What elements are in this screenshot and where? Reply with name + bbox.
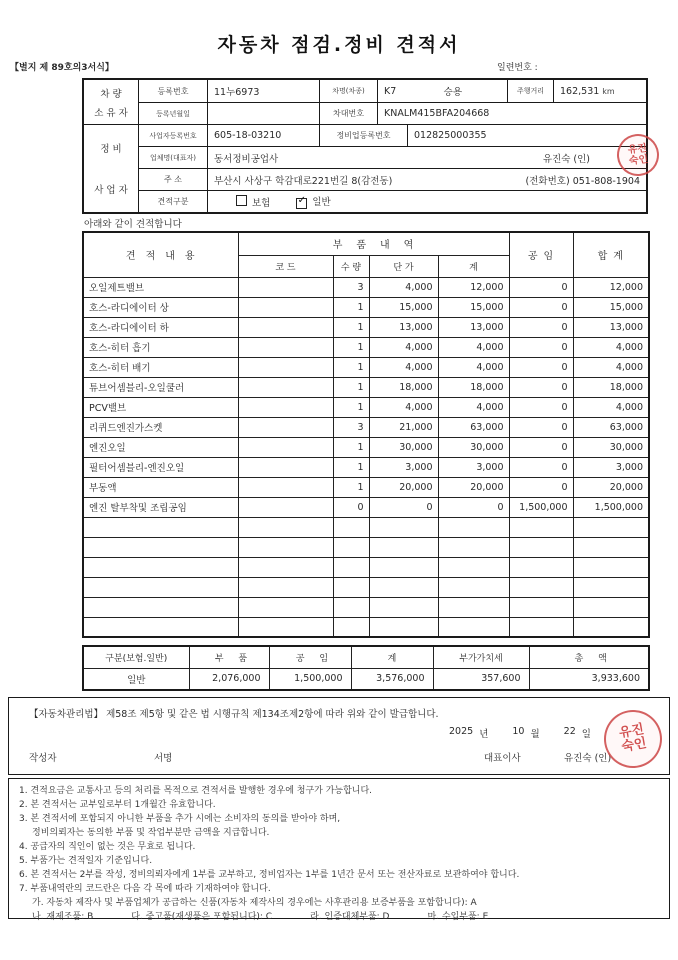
item-sum: 4,000 xyxy=(438,337,509,357)
item-qty: 1 xyxy=(333,337,369,357)
item-unit: 21,000 xyxy=(369,417,438,437)
note-3b: 정비의뢰자는 동의한 부품 및 작업부분만 금액을 지급합니다. xyxy=(32,828,270,838)
item-total: 30,000 xyxy=(573,437,649,457)
items-header-row-1 xyxy=(83,232,649,255)
item-name: 호스-히터 배기 xyxy=(83,357,238,377)
item-qty: 0 xyxy=(333,497,369,517)
item-qty: 1 xyxy=(333,297,369,317)
item-sum: 63,000 xyxy=(438,417,509,437)
summary-col-vat: 부가가치세 xyxy=(433,646,529,668)
item-qty: 1 xyxy=(333,397,369,417)
issue-year: 2025 xyxy=(449,726,474,737)
insurance-option xyxy=(236,195,270,209)
insurance-checkbox xyxy=(236,195,247,206)
vin-label: 차대번호 xyxy=(319,103,377,124)
note-4: 4. 공급자의 직인이 없는 것은 무효로 됩니다. xyxy=(19,842,196,852)
reg-no-label: 등록번호 xyxy=(157,86,189,96)
summary-total: 3,933,600 xyxy=(529,668,649,690)
item-labor: 0 xyxy=(509,417,573,437)
legal-basis-text: 【자동차관리법】 제58조 제5항 및 같은 법 시행규칙 제134조제2항에 따라 위와 같이 발급합니다. xyxy=(29,709,439,720)
item-total: 63,000 xyxy=(573,417,649,437)
owner-label: 소 유 자 xyxy=(94,107,128,119)
item-row xyxy=(83,477,649,497)
item-code xyxy=(238,417,333,437)
item-name: 호스-라디에이터 하 xyxy=(83,317,238,337)
item-unit: 4,000 xyxy=(369,337,438,357)
item-name: 엔진 탈부착및 조립공임 xyxy=(83,497,238,517)
item-labor: 0 xyxy=(509,297,573,317)
ceo-title-label: 대표이사 xyxy=(484,753,521,764)
summary-table xyxy=(82,645,650,691)
general-option xyxy=(296,194,330,209)
address-text: 부산시 사상구 학감대로221번길 8(감전동) xyxy=(214,175,393,187)
item-total: 15,000 xyxy=(573,297,649,317)
col-qty: 수 량 xyxy=(333,255,369,277)
item-code xyxy=(238,397,333,417)
info-section-labels xyxy=(84,80,139,212)
vehicle-row-1 xyxy=(139,80,646,102)
year-label: 년 xyxy=(479,729,489,740)
note-7d: 라. 인증대체부품: D xyxy=(310,912,390,922)
item-code xyxy=(238,297,333,317)
item-total: 4,000 xyxy=(573,337,649,357)
company-label: 업체명(대표자) xyxy=(149,153,197,162)
insurance-option-label: 보험 xyxy=(252,197,271,209)
page-title: 자동차 점검.정비 견적서 xyxy=(217,34,461,56)
note-7: 7. 부품내역란의 코드란은 다음 각 목에 따라 기재하여야 합니다. xyxy=(19,884,271,894)
model-label: 차명(차종) xyxy=(319,80,377,102)
item-labor: 0 xyxy=(509,397,573,417)
note-5: 5. 부품가는 견적일자 기준입니다. xyxy=(19,856,153,866)
serial-number-label: 일련번호 : xyxy=(497,63,538,73)
item-unit: 15,000 xyxy=(369,297,438,317)
model-type: 승용 xyxy=(443,87,462,98)
mileage-label: 주행거리 xyxy=(507,80,553,102)
item-labor: 0 xyxy=(509,437,573,457)
item-sum: 4,000 xyxy=(438,397,509,417)
issue-date xyxy=(449,726,591,740)
note-7-codes xyxy=(19,910,659,924)
shop-row-2 xyxy=(139,146,649,168)
item-total: 4,000 xyxy=(573,397,649,417)
item-sum: 12,000 xyxy=(438,277,509,297)
day-label: 일 xyxy=(581,729,591,740)
repair-no-label: 정비업등록번호 xyxy=(319,125,407,146)
item-qty: 1 xyxy=(333,437,369,457)
col-parts-detail: 부품내역 xyxy=(238,232,509,255)
summary-col-labor: 공 임 xyxy=(269,646,351,668)
item-code xyxy=(238,457,333,477)
summary-labor: 1,500,000 xyxy=(269,668,351,690)
company-name: 동서정비공업사 xyxy=(214,153,279,165)
note-6: 6. 본 견적서는 2부를 작성, 정비의뢰자에게 1부를 교부하고, 정비업자는 1부를 1년간 문서 또는 전산자료로 보관하여야 합니다. xyxy=(19,870,520,880)
note-7e: 마. 수입부품: E xyxy=(427,912,489,922)
check-mark: ✓ xyxy=(297,195,307,207)
empty-item-row xyxy=(83,537,649,557)
item-labor: 0 xyxy=(509,357,573,377)
item-qty: 1 xyxy=(333,377,369,397)
item-name: 리퀴드엔진가스켓 xyxy=(83,417,238,437)
notes-box xyxy=(8,778,670,922)
note-3a: 3. 본 견적서에 포함되지 아니한 부품을 추가 시에는 소비자의 동의를 받아야 하며, xyxy=(19,814,341,824)
item-sum: 3,000 xyxy=(438,457,509,477)
phone-label: (전화번호) xyxy=(525,175,570,187)
summary-vat: 357,600 xyxy=(433,668,529,690)
item-row xyxy=(83,357,649,377)
repair-label: 정 비 xyxy=(100,144,122,156)
item-total: 20,000 xyxy=(573,477,649,497)
shop-row-1 xyxy=(139,124,646,146)
empty-item-row xyxy=(83,617,649,637)
model-name: K7 xyxy=(384,85,397,97)
vin-value: KNALM415BFA204668 xyxy=(377,103,646,124)
reg-date-value xyxy=(207,103,319,124)
shop-row-3 xyxy=(139,168,646,190)
issue-day: 22 xyxy=(563,726,576,737)
item-unit: 4,000 xyxy=(369,357,438,377)
info-rows xyxy=(139,80,649,212)
stamp-text-1: 유진 xyxy=(627,143,648,157)
item-labor: 0 xyxy=(509,277,573,297)
item-unit: 0 xyxy=(369,497,438,517)
biz-no-value: 605-18-03210 xyxy=(207,125,319,146)
col-sum: 계 xyxy=(438,255,509,277)
item-unit: 30,000 xyxy=(369,437,438,457)
item-labor: 0 xyxy=(509,317,573,337)
item-unit: 18,000 xyxy=(369,377,438,397)
stamp-text-1: 유진 xyxy=(617,721,646,741)
item-total: 18,000 xyxy=(573,377,649,397)
note-7b: 나. 재제조품: B xyxy=(32,912,94,922)
item-total: 1,500,000 xyxy=(573,497,649,517)
summary-value-row xyxy=(83,668,649,690)
estimate-type-label: 견적구분 xyxy=(157,197,189,206)
summary-col-total: 총 액 xyxy=(529,646,649,668)
item-sum: 30,000 xyxy=(438,437,509,457)
item-row xyxy=(83,297,649,317)
summary-col-sum: 계 xyxy=(351,646,433,668)
item-labor: 0 xyxy=(509,337,573,357)
mileage-unit: km xyxy=(602,86,615,96)
item-code xyxy=(238,337,333,357)
item-name: 엔진오일 xyxy=(83,437,238,457)
summary-type: 일반 xyxy=(83,668,189,690)
item-name: PCV밸브 xyxy=(83,397,238,417)
shop-row-4 xyxy=(139,190,646,212)
item-sum: 18,000 xyxy=(438,377,509,397)
item-name: 필터어셈블리-엔진오일 xyxy=(83,457,238,477)
item-sum: 20,000 xyxy=(438,477,509,497)
item-qty: 1 xyxy=(333,317,369,337)
item-name: 호스-라디에이터 상 xyxy=(83,297,238,317)
item-name: 호스-히터 흡기 xyxy=(83,337,238,357)
item-unit: 13,000 xyxy=(369,317,438,337)
item-total: 13,000 xyxy=(573,317,649,337)
item-row xyxy=(83,437,649,457)
summary-parts: 2,076,000 xyxy=(189,668,269,690)
phone-number: 051-808-1904 xyxy=(572,175,640,187)
summary-header-row xyxy=(83,646,649,668)
item-qty: 3 xyxy=(333,417,369,437)
summary-sum: 3,576,000 xyxy=(351,668,433,690)
item-total: 3,000 xyxy=(573,457,649,477)
repair-no-value: 012825000355 xyxy=(407,125,646,146)
address-value xyxy=(207,169,646,190)
ceo-name-text: 유진숙 xyxy=(542,153,571,165)
ceo-seal-mark: (인) xyxy=(594,753,612,764)
stamp-text-2: 숙인 xyxy=(620,735,648,755)
item-code xyxy=(238,317,333,337)
empty-item-row xyxy=(83,517,649,537)
col-labor: 공임 xyxy=(509,232,573,277)
company-value xyxy=(207,147,649,168)
general-checkbox-checked xyxy=(296,195,307,209)
item-code xyxy=(238,477,333,497)
month-label: 월 xyxy=(530,729,540,740)
item-row xyxy=(83,497,649,517)
address-label: 주 소 xyxy=(164,175,182,184)
item-sum: 15,000 xyxy=(438,297,509,317)
item-qty: 1 xyxy=(333,457,369,477)
summary-col-type: 구분(보험.일반) xyxy=(83,646,189,668)
mileage-number: 162,531 xyxy=(560,85,600,97)
empty-item-row xyxy=(83,577,649,597)
item-labor: 0 xyxy=(509,377,573,397)
estimate-items-table xyxy=(82,231,650,638)
reg-no-value: 11누6973 xyxy=(207,80,319,102)
item-unit: 4,000 xyxy=(369,277,438,297)
item-qty: 3 xyxy=(333,277,369,297)
owner-row xyxy=(139,102,646,124)
item-labor: 1,500,000 xyxy=(509,497,573,517)
item-code xyxy=(238,357,333,377)
item-row xyxy=(83,337,649,357)
item-total: 4,000 xyxy=(573,357,649,377)
item-unit: 20,000 xyxy=(369,477,438,497)
form-code: 【별지 제 89호의3서식】 xyxy=(10,63,114,73)
item-row xyxy=(83,317,649,337)
item-unit: 3,000 xyxy=(369,457,438,477)
note-7a: 가. 자동차 제작사 및 부품업체가 공급하는 신품(자동차 제작사의 경우에는 사후관리용 보증부품을 포함합니다): A xyxy=(32,898,477,908)
col-estimate-content: 견적내용 xyxy=(83,232,238,277)
ceo-signature xyxy=(564,750,611,764)
item-qty: 1 xyxy=(333,357,369,377)
item-labor: 0 xyxy=(509,457,573,477)
model-value xyxy=(377,80,507,102)
summary-col-parts: 부 품 xyxy=(189,646,269,668)
repair-shop-section-label xyxy=(84,124,138,212)
item-sum: 0 xyxy=(438,497,509,517)
estimate-type-options xyxy=(207,191,646,212)
note-7c: 다. 중고품(재생품은 포함됩니다): C xyxy=(131,912,273,922)
item-qty: 1 xyxy=(333,477,369,497)
item-labor: 0 xyxy=(509,477,573,497)
item-name: 오일제트밸브 xyxy=(83,277,238,297)
item-code xyxy=(238,497,333,517)
sign-label: 서명 xyxy=(154,753,173,764)
item-total: 12,000 xyxy=(573,277,649,297)
item-row xyxy=(83,277,649,297)
item-code xyxy=(238,377,333,397)
item-name: 튜브어셈블리-오일쿨러 xyxy=(83,377,238,397)
issue-month: 10 xyxy=(512,726,525,737)
general-option-label: 일반 xyxy=(312,197,331,209)
item-row xyxy=(83,417,649,437)
mileage-value xyxy=(553,80,646,102)
item-sum: 13,000 xyxy=(438,317,509,337)
business-label: 사 업 자 xyxy=(94,184,128,196)
vehicle-owner-section-label xyxy=(84,80,138,124)
note-1: 1. 견적요금은 교통사고 등의 처리를 목적으로 견적서를 발행한 경우에 청구가 가능합니다. xyxy=(19,786,373,796)
empty-item-row xyxy=(83,597,649,617)
note-2: 2. 본 견적서는 교부일로부터 1개월간 유효합니다. xyxy=(19,800,216,810)
phone xyxy=(518,173,640,187)
col-code: 코 드 xyxy=(238,255,333,277)
reg-date-label: 등록년월일 xyxy=(156,109,190,118)
issuance-box xyxy=(8,697,670,775)
ceo-signature-name: 유진숙 xyxy=(564,753,592,764)
stamp-text-2: 숙인 xyxy=(628,153,649,167)
ceo-name xyxy=(535,151,590,165)
writer-label: 작성자 xyxy=(29,753,57,764)
col-unit-price: 단 가 xyxy=(369,255,438,277)
item-row xyxy=(83,377,649,397)
biz-no-label: 사업자등록번호 xyxy=(149,131,197,140)
vehicle-label: 차 량 xyxy=(100,88,122,100)
item-code xyxy=(238,277,333,297)
item-name: 부동액 xyxy=(83,477,238,497)
seal-mark: (인) xyxy=(573,153,590,165)
item-row xyxy=(83,397,649,417)
item-unit: 4,000 xyxy=(369,397,438,417)
item-row xyxy=(83,457,649,477)
col-total: 합계 xyxy=(573,232,649,277)
empty-item-row xyxy=(83,557,649,577)
item-code xyxy=(238,437,333,457)
intro-text: 아래와 같이 견적합니다 xyxy=(84,219,182,230)
vehicle-shop-info-table xyxy=(82,78,648,214)
item-sum: 4,000 xyxy=(438,357,509,377)
